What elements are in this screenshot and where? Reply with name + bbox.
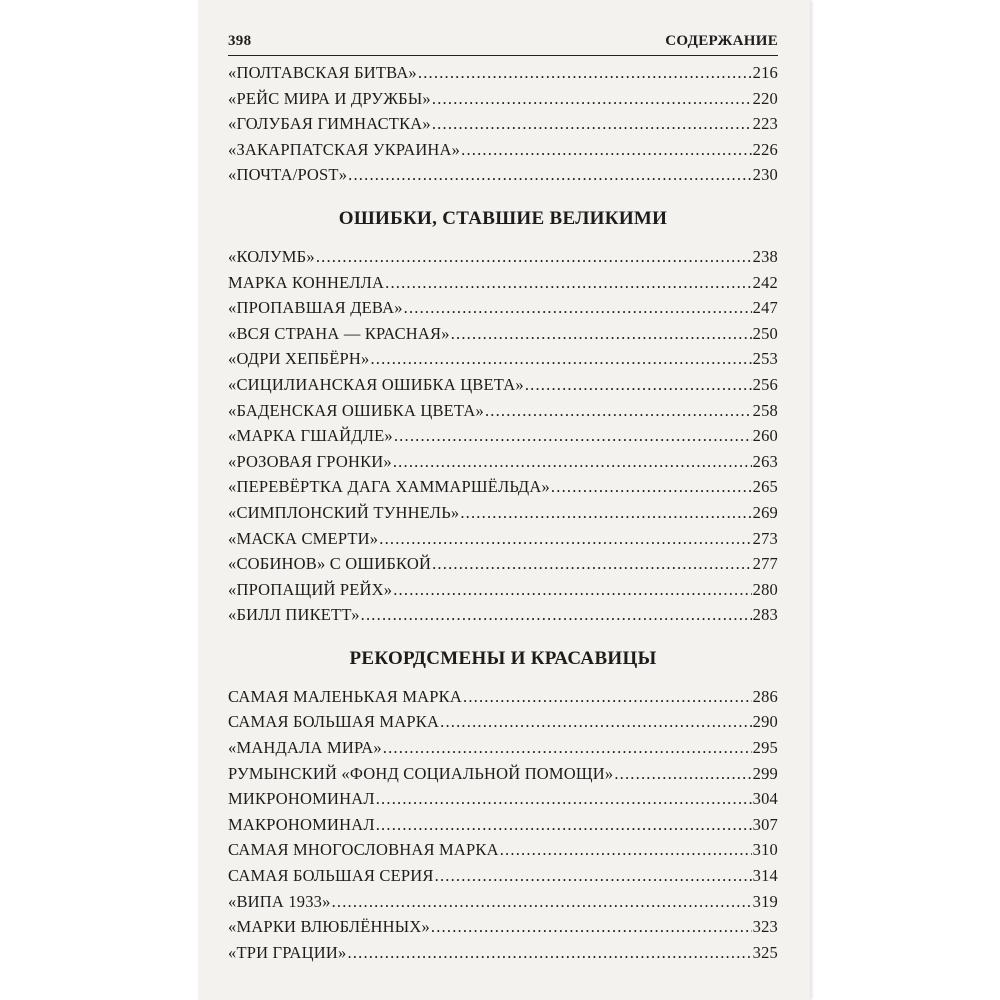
dot-leader bbox=[460, 503, 751, 523]
dot-leader bbox=[485, 401, 752, 421]
toc-entry-page: 325 bbox=[752, 942, 778, 962]
book-page bbox=[198, 0, 810, 1000]
toc-entry bbox=[228, 247, 778, 273]
dot-leader bbox=[418, 63, 752, 83]
dot-leader bbox=[393, 452, 752, 472]
toc-entry-page: 314 bbox=[752, 866, 778, 886]
dot-leader bbox=[404, 298, 752, 318]
toc-entry-title: САМАЯ БОЛЬШАЯ МАРКА bbox=[228, 712, 440, 732]
toc-entry-page: 323 bbox=[752, 917, 778, 937]
toc-entry-title: САМАЯ МНОГОСЛОВНАЯ МАРКА bbox=[228, 840, 499, 860]
toc-entry bbox=[228, 324, 778, 350]
dot-leader bbox=[500, 840, 752, 860]
dot-leader bbox=[348, 165, 751, 185]
toc-entry-title: «ОДРИ ХЕПБЁРН» bbox=[228, 349, 370, 369]
toc-entry-page: 230 bbox=[752, 165, 778, 185]
toc-entry-page: 307 bbox=[752, 814, 778, 834]
toc-entry bbox=[228, 273, 778, 299]
toc-entry bbox=[228, 712, 778, 738]
toc-entry bbox=[228, 580, 778, 606]
toc-entry-page: 283 bbox=[752, 605, 778, 625]
toc-entry-title: «КОЛУМБ» bbox=[228, 246, 315, 266]
toc-entry-title: «БАДЕНСКАЯ ОШИБКА ЦВЕТА» bbox=[228, 400, 484, 420]
dot-leader bbox=[383, 738, 752, 758]
toc-entry-page: 295 bbox=[752, 738, 778, 758]
toc-entry-title: РУМЫНСКИЙ «ФОНД СОЦИАЛЬНОЙ ПОМОЩИ» bbox=[228, 763, 614, 783]
toc-entry-title: «БИЛЛ ПИКЕТТ» bbox=[228, 605, 360, 625]
toc-entry bbox=[228, 943, 778, 969]
dot-leader bbox=[376, 789, 752, 809]
dot-leader bbox=[614, 764, 751, 784]
dot-leader bbox=[431, 917, 752, 937]
toc-entry-page: 253 bbox=[752, 349, 778, 369]
toc-entry-page: 273 bbox=[752, 528, 778, 548]
toc-entry-page: 280 bbox=[752, 579, 778, 599]
toc-entry-page: 319 bbox=[752, 891, 778, 911]
toc-entry-title: «ПОЛТАВСКАЯ БИТВА» bbox=[228, 63, 417, 82]
running-title: СОДЕРЖАНИЕ bbox=[665, 33, 778, 49]
toc-entry-page: 216 bbox=[752, 63, 778, 82]
toc-entry-title: «СИЦИЛИАНСКАЯ ОШИБКА ЦВЕТА» bbox=[228, 374, 524, 394]
toc-entry-page: 299 bbox=[752, 763, 778, 783]
toc-entry bbox=[228, 687, 778, 713]
dot-leader bbox=[432, 554, 752, 574]
toc-entry bbox=[228, 789, 778, 815]
toc-entry bbox=[228, 840, 778, 866]
toc-entry-title: «ГОЛУБАЯ ГИМНАСТКА» bbox=[228, 114, 431, 134]
toc-entry-page: 256 bbox=[752, 374, 778, 394]
toc-entry-title: «МАНДАЛА МИРА» bbox=[228, 738, 382, 758]
toc-entry-title: «ВИПА 1933» bbox=[228, 891, 331, 911]
dot-leader bbox=[551, 477, 752, 497]
toc-group-records bbox=[228, 687, 778, 969]
toc-entry-page: 260 bbox=[752, 426, 778, 446]
toc-entry bbox=[228, 738, 778, 764]
dot-leader bbox=[463, 687, 752, 707]
toc-entry bbox=[228, 477, 778, 503]
toc-entry-title: МАРКА КОННЕЛЛА bbox=[228, 272, 385, 292]
toc-entry-page: 286 bbox=[752, 686, 778, 706]
toc-entry bbox=[228, 165, 778, 191]
dot-leader bbox=[435, 866, 752, 886]
dot-leader bbox=[376, 815, 752, 835]
dot-leader bbox=[451, 324, 752, 344]
toc-entry-title: МАКРОНОМИНАЛ bbox=[228, 814, 375, 834]
dot-leader bbox=[432, 114, 752, 134]
section-title-records: РЕКОРДСМЕНЫ И КРАСАВИЦЫ bbox=[349, 647, 657, 669]
toc-entry-page: 277 bbox=[752, 554, 778, 574]
header-rule bbox=[228, 55, 778, 56]
toc-entry bbox=[228, 140, 778, 166]
toc-entry-title: «МАСКА СМЕРТИ» bbox=[228, 528, 379, 548]
dot-leader bbox=[394, 426, 752, 446]
toc-entry bbox=[228, 63, 778, 89]
toc-entry-page: 250 bbox=[752, 323, 778, 343]
section-title-errors: ОШИБКИ, СТАВШИЕ ВЕЛИКИМИ bbox=[338, 207, 668, 229]
page-number: 398 bbox=[228, 33, 252, 49]
toc-entry-title: «ПРОПАЩИЙ РЕЙХ» bbox=[228, 579, 393, 599]
toc-entry-page: 242 bbox=[752, 272, 778, 292]
toc-entry-title: МИКРОНОМИНАЛ bbox=[228, 789, 375, 809]
toc-entry-page: 310 bbox=[752, 840, 778, 860]
dot-leader bbox=[525, 375, 752, 395]
toc-entry-title: «ЗАКАРПАТСКАЯ УКРАИНА» bbox=[228, 139, 461, 159]
dot-leader bbox=[440, 712, 752, 732]
toc-entry-title: «ПРОПАВШАЯ ДЕВА» bbox=[228, 298, 403, 318]
dot-leader bbox=[361, 605, 752, 625]
toc-entry bbox=[228, 764, 778, 790]
toc-entry-title: «МАРКИ ВЛЮБЛЁННЫХ» bbox=[228, 917, 430, 937]
toc-entry-page: 290 bbox=[752, 712, 778, 732]
toc-entry-page: 220 bbox=[752, 88, 778, 108]
toc-entry bbox=[228, 401, 778, 427]
dot-leader bbox=[316, 247, 752, 267]
toc-entry-title: «ВСЯ СТРАНА — КРАСНАЯ» bbox=[228, 323, 450, 343]
toc-entry-page: 263 bbox=[752, 451, 778, 471]
toc-entry-page: 238 bbox=[752, 246, 778, 266]
toc-entry-page: 223 bbox=[752, 114, 778, 134]
toc-entry-title: САМАЯ МАЛЕНЬКАЯ МАРКА bbox=[228, 686, 462, 706]
toc-entry bbox=[228, 503, 778, 529]
toc-entry bbox=[228, 892, 778, 918]
toc-entry bbox=[228, 114, 778, 140]
toc-entry bbox=[228, 298, 778, 324]
toc-entry-title: «МАРКА ГШАЙДЛЕ» bbox=[228, 426, 393, 446]
dot-leader bbox=[347, 943, 751, 963]
toc-entry bbox=[228, 452, 778, 478]
toc-entry bbox=[228, 605, 778, 631]
dot-leader bbox=[332, 892, 752, 912]
dot-leader bbox=[385, 273, 752, 293]
toc-entry bbox=[228, 815, 778, 841]
toc-entry bbox=[228, 866, 778, 892]
toc-entry-page: 247 bbox=[752, 298, 778, 318]
toc-entry bbox=[228, 375, 778, 401]
toc-entry-title: «РОЗОВАЯ ГРОНКИ» bbox=[228, 451, 392, 471]
toc-content bbox=[228, 63, 778, 968]
dot-leader bbox=[432, 89, 752, 109]
toc-entry-page: 258 bbox=[752, 400, 778, 420]
toc-entry-title: «СИМПЛОНСКИЙ ТУННЕЛЬ» bbox=[228, 502, 460, 522]
toc-entry bbox=[228, 917, 778, 943]
toc-entry bbox=[228, 349, 778, 375]
toc-entry-title: САМАЯ БОЛЬШАЯ СЕРИЯ bbox=[228, 866, 434, 886]
toc-entry-title: «РЕЙС МИРА И ДРУЖБЫ» bbox=[228, 88, 431, 108]
toc-entry-title: «СОБИНОВ» С ОШИБКОЙ bbox=[228, 554, 432, 574]
toc-entry-page: 226 bbox=[752, 139, 778, 159]
toc-entry-page: 269 bbox=[752, 502, 778, 522]
toc-group-errors bbox=[228, 247, 778, 631]
toc-entry bbox=[228, 89, 778, 115]
toc-entry bbox=[228, 426, 778, 452]
toc-entry bbox=[228, 529, 778, 555]
toc-entry-page: 265 bbox=[752, 477, 778, 497]
toc-entry-title: «ПОЧТА/POST» bbox=[228, 165, 348, 185]
toc-entry-page: 304 bbox=[752, 789, 778, 809]
dot-leader bbox=[370, 349, 751, 369]
running-header bbox=[228, 33, 778, 55]
toc-entry bbox=[228, 554, 778, 580]
dot-leader bbox=[379, 529, 751, 549]
toc-entry-title: «ТРИ ГРАЦИИ» bbox=[228, 942, 347, 962]
toc-group-continued bbox=[228, 63, 778, 191]
toc-entry-title: «ПЕРЕВЁРТКА ДАГА ХАММАРШЁЛЬДА» bbox=[228, 477, 550, 497]
dot-leader bbox=[461, 140, 752, 160]
dot-leader bbox=[393, 580, 751, 600]
